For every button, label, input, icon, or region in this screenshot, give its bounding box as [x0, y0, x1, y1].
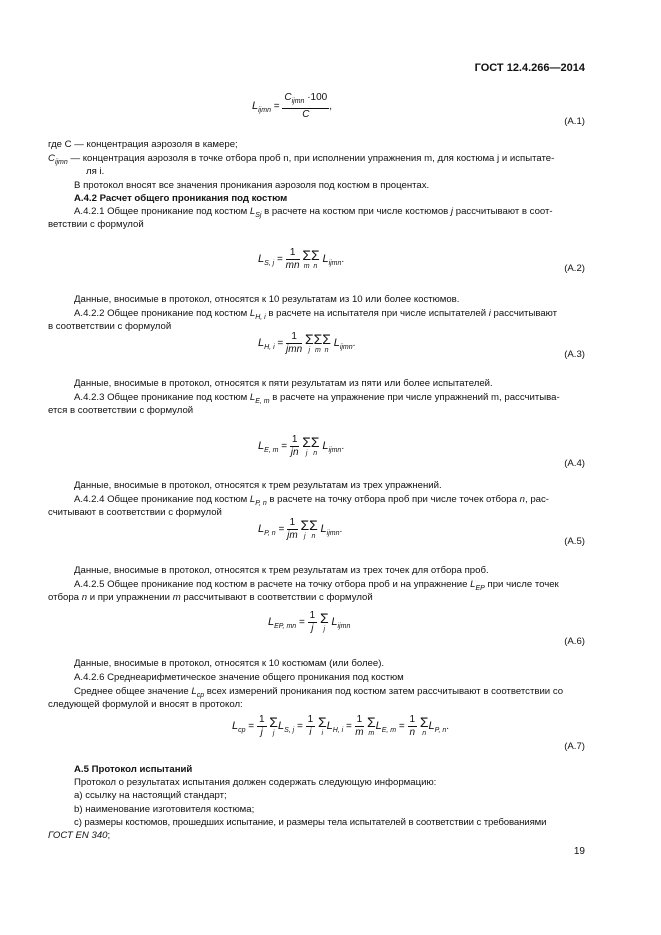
where-cijmn-text: $C_{ijmn}$ — концентрация аэрозоля в точке отбора проб n, при исполнении упражнения m, для костюма j и испытате-	[48, 153, 555, 166]
a423-paragraph: А.4.2.3 Общее проникание под костюм $L_{E, m}$ в расчете на упражнение при числе упражнений m, рассчитыва-	[74, 392, 560, 405]
a423-paragraph-2: ется в соответствии с формулой	[48, 405, 194, 416]
a421-paragraph-2: ветствии с формулой	[48, 219, 144, 230]
formula-a6: $L_{EP, mn}$ = $\frac{1}{j}$ Σ j $L_{ijmn}$	[268, 609, 351, 634]
formula-a5: $L_{P, n}$ = $\frac{1}{jm}$ Σ j Σ n $L_{ijmn}$.	[258, 516, 343, 541]
data-5-testers-text: Данные, вносимые в протокол, относятся к пяти результатам из пяти или более испытателей.	[74, 378, 493, 389]
eq-number-a2: (A.2)	[564, 263, 585, 274]
where-cijmn-text-2: ля i.	[86, 166, 105, 177]
formula-a1: $L_{ijmn}$ = $\frac{C_{ijmn} \cdot 100}{C}$ ,	[252, 92, 333, 120]
document-header: ГОСТ 12.4.266—2014	[474, 62, 585, 74]
a422-paragraph: А.4.2.2 Общее проникание под костюм $L_{H, i}$ в расчете на испытателя при числе испытателей i рассчитывают	[74, 308, 558, 321]
a5-item-a: a) ссылку на настоящий стандарт;	[74, 790, 227, 801]
percent-note: В протокол вносят все значения проникания аэрозоля под костюм в процентах.	[74, 180, 430, 191]
mean-paragraph: Среднее общее значение $L_{ср}$ всех измерений проникания под костюм затем рассчитывают в соответствии со	[74, 686, 564, 699]
eq-number-a4: (A.4)	[564, 458, 585, 469]
eq-number-a6: (A.6)	[564, 636, 585, 647]
data-3-exercises-text: Данные, вносимые в протокол, относятся к трем результатам из трех упражнений.	[74, 480, 442, 491]
a422-paragraph-2: в соответствии с формулой	[48, 321, 172, 332]
section-a42-title: А.4.2 Расчет общего проникания под костюм	[74, 193, 288, 204]
formula-a2: $L_{S, j}$ = $\frac{1}{mn}$ Σ m Σ n $L_{ijmn}$.	[258, 246, 345, 271]
formula-a7: $L_{ср}$ = $\frac{1}{j}$ Σ j $L_{S, j}$ = $\frac{1}{i}$ Σ i $L_{H, i}$ = $\frac{1}{m}$ Σ m $L_{E, m}$ = $\frac{1}{n}$ Σ n $L_{P, n}$.	[232, 713, 450, 738]
eq-number-a5: (A.5)	[564, 536, 585, 547]
eq-number-a1: (A.1)	[564, 116, 585, 127]
a425-paragraph: А.4.2.5 Общее проникание под костюм в расчете на точку отбора проб и на упражнение $L_{EP}$ при числе точек	[74, 579, 559, 592]
eq-number-a7: (A.7)	[564, 741, 585, 752]
a5-intro: Протокол о результатах испытания должен содержать следующую информацию:	[74, 777, 437, 788]
where-c-text: где C — концентрация аэрозоля в камере;	[48, 139, 238, 150]
a425-paragraph-2: отбора n и при упражнении m рассчитывают в соответствии с формулой	[48, 592, 373, 603]
a424-paragraph-2: считывают в соответствии с формулой	[48, 507, 222, 518]
data-10-suits-text: Данные, вносимые в протокол, относятся к 10 результатам из 10 или более костюмов.	[74, 294, 460, 305]
a426-title: А.4.2.6 Среднеарифметическое значение общего проникания под костюм	[74, 672, 404, 683]
section-a5-title: А.5 Протокол испытаний	[74, 764, 193, 775]
eq-number-a3: (A.3)	[564, 349, 585, 360]
formula-a3: $L_{H, i}$ = $\frac{1}{\text{jmn}}$ Σ j Σ m Σ n $L_{ijmn}$.	[258, 330, 356, 355]
mean-paragraph-2: следующей формулой и вносят в протокол:	[48, 699, 243, 710]
a5-item-c: с) размеры костюмов, прошедших испытание, и размеры тела испытателей в соответствии с требованиями	[74, 817, 547, 828]
a5-item-b: b) наименование изготовителя костюма;	[74, 804, 255, 815]
page-number: 19	[573, 846, 585, 857]
a424-paragraph: А.4.2.4 Общее проникание под костюм $L_{P, n}$ в расчете на точку отбора проб при числе точек отбора n, рас-	[74, 494, 549, 507]
formula-a4: $L_{E, m}$ = $\frac{1}{jn}$ Σ j Σ n $L_{ijmn}$.	[258, 433, 345, 458]
a421-paragraph: А.4.2.1 Общее проникание под костюм $L_{Sj}$ в расчете на костюм при числе костюмов j рассчитывают в соот-	[74, 206, 553, 219]
data-10-suits-more-text: Данные, вносимые в протокол, относятся к 10 костюмам (или более).	[74, 658, 385, 669]
data-3-points-text: Данные, вносимые в протокол, относятся к трем результатам из трех точек для отбора проб.	[74, 565, 489, 576]
a5-item-c-2: ГОСТ EN 340;	[48, 830, 111, 841]
